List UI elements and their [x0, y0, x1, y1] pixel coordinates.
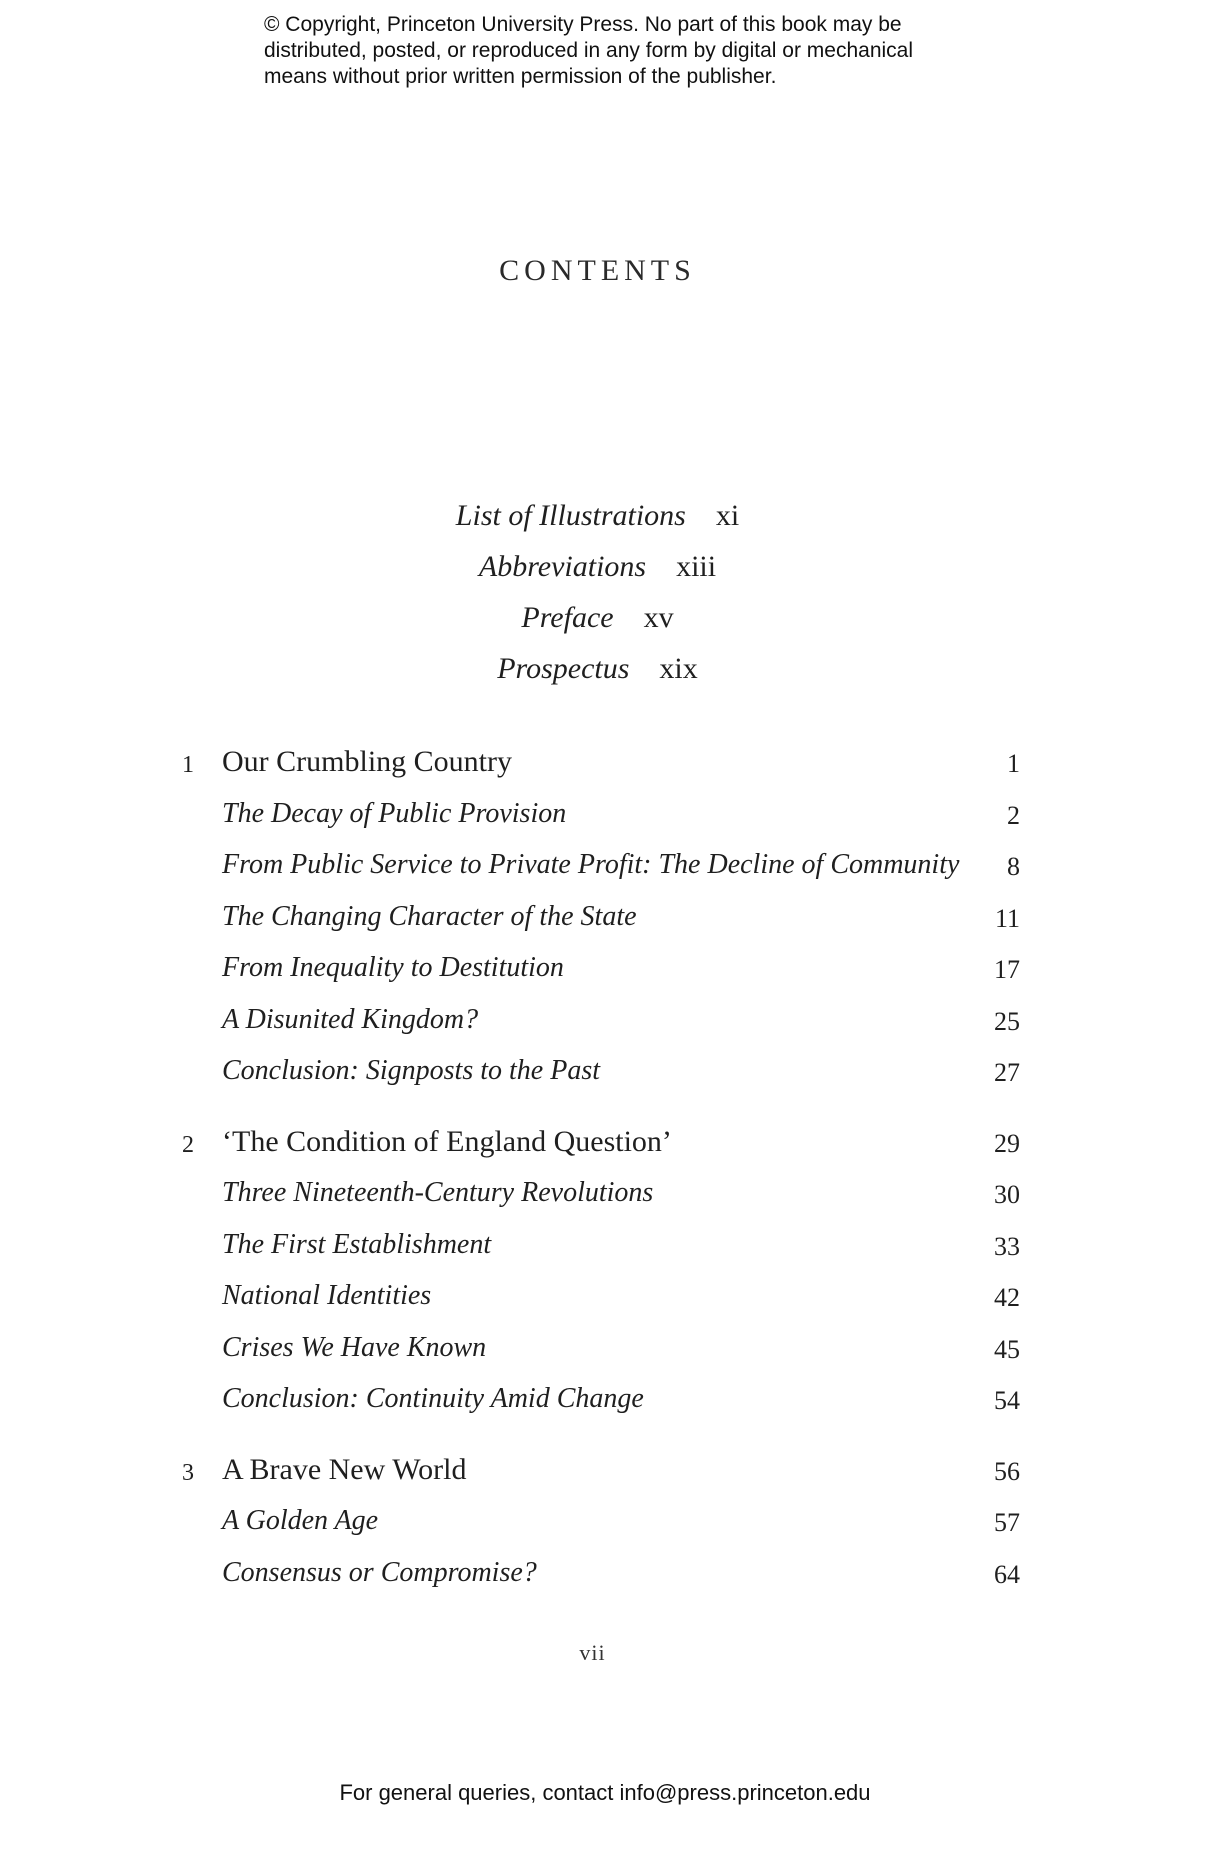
front-matter-page: xi — [715, 499, 740, 532]
copyright-line: distributed, posted, or reproduced in any form by digital or mechanical — [264, 39, 914, 62]
chapter-number: 2 — [182, 1131, 194, 1158]
front-matter-page: xix — [659, 652, 698, 685]
section-title: Conclusion: Signposts to the Past — [222, 1055, 600, 1086]
section-page: 17 — [994, 955, 1020, 984]
chapter-title: Our Crumbling Country — [222, 745, 512, 778]
section-row — [0, 840, 1225, 892]
chapter-title: ‘The Condition of England Question’ — [222, 1124, 672, 1158]
chapter-number: 3 — [182, 1459, 194, 1486]
section-page: 33 — [994, 1231, 1020, 1261]
chapter-number: 1 — [182, 752, 194, 778]
section-title: Three Nineteenth-Century Revolutions — [222, 1177, 654, 1208]
section-row — [0, 1548, 1225, 1600]
section-row — [0, 1374, 1225, 1426]
section-page: 2 — [1007, 800, 1020, 830]
chapter-title: A Brave New World — [222, 1452, 467, 1486]
section-page: 8 — [1007, 852, 1020, 881]
section-title: National Identities — [222, 1280, 432, 1311]
front-matter-title: Abbreviations — [478, 550, 647, 583]
section-title: From Public Service to Private Profit: The Decline of Community — [222, 849, 960, 880]
section-page: 54 — [994, 1386, 1020, 1415]
section-row — [0, 892, 1225, 944]
section-title: The Changing Character of the State — [222, 900, 637, 932]
section-row — [0, 1220, 1225, 1272]
section-row — [0, 943, 1225, 995]
section-title: Conclusion: Continuity Amid Change — [222, 1383, 644, 1414]
section-row — [0, 789, 1225, 841]
chapter-list — [0, 737, 1225, 1618]
section-page: 42 — [994, 1283, 1020, 1312]
section-row — [0, 1046, 1225, 1098]
section-page: 11 — [994, 903, 1020, 933]
copyright-line: © Copyright, Princeton University Press. No part of this book may be — [264, 13, 902, 36]
footer-contact: For general queries, contact info@press.princeton.edu — [339, 1780, 871, 1805]
section-page: 27 — [994, 1058, 1020, 1087]
section-title: A Golden Age — [222, 1505, 379, 1536]
chapter-heading-row — [0, 1117, 1225, 1169]
front-matter-item — [0, 592, 1195, 643]
front-matter-title: List of Illustrations — [455, 499, 686, 532]
front-matter-item — [0, 541, 1195, 592]
section-row — [0, 1496, 1225, 1548]
chapter-2 — [0, 1117, 1225, 1426]
section-title: The First Establishment — [222, 1228, 492, 1260]
chapter-page: 29 — [994, 1128, 1020, 1158]
chapter-heading-row — [0, 737, 1225, 789]
front-matter-list — [0, 490, 1195, 694]
chapter-page: 1 — [1007, 749, 1020, 778]
front-matter-page: xv — [643, 601, 674, 634]
page-title: CONTENTS — [499, 254, 696, 287]
section-title: From Inequality to Destitution — [222, 952, 564, 983]
section-page: 64 — [994, 1559, 1020, 1589]
chapter-3 — [0, 1445, 1225, 1600]
section-title: The Decay of Public Provision — [222, 797, 567, 829]
section-title: A Disunited Kingdom? — [222, 1003, 479, 1035]
front-matter-item — [0, 490, 1195, 541]
section-page: 57 — [994, 1508, 1020, 1537]
section-title: Consensus or Compromise? — [222, 1556, 537, 1588]
section-row — [0, 1271, 1225, 1323]
chapter-1 — [0, 737, 1225, 1098]
section-row — [0, 1168, 1225, 1220]
section-page: 30 — [994, 1180, 1020, 1209]
section-title: Crises We Have Known — [222, 1331, 487, 1363]
section-page: 25 — [994, 1006, 1020, 1036]
front-matter-title: Preface — [521, 601, 614, 634]
chapter-heading-row — [0, 1445, 1225, 1497]
page-number: vii — [579, 1640, 606, 1665]
section-row — [0, 1323, 1225, 1375]
front-matter-item — [0, 643, 1195, 694]
section-page: 45 — [994, 1334, 1020, 1364]
chapter-page: 56 — [994, 1456, 1020, 1486]
copyright-line: means without prior written permission of the publisher. — [264, 65, 777, 88]
section-row — [0, 995, 1225, 1047]
front-matter-title: Prospectus — [497, 652, 630, 685]
front-matter-page: xiii — [676, 550, 717, 583]
copyright-notice — [264, 12, 1024, 90]
